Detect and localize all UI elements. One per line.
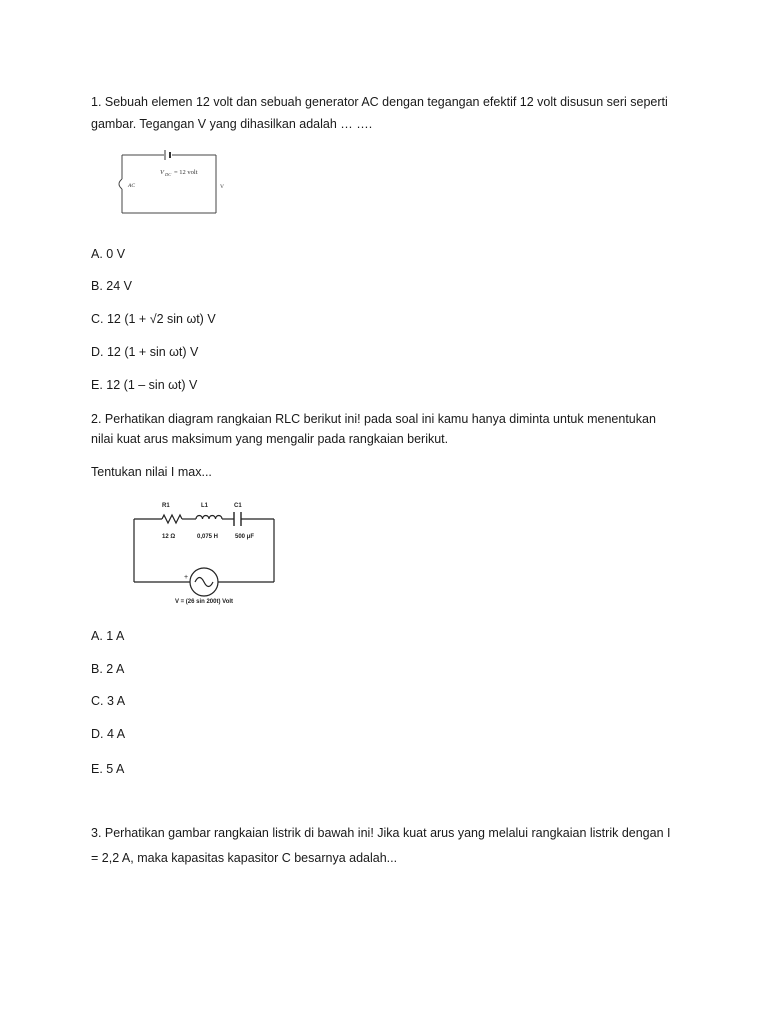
vdc-subscript: DC xyxy=(165,172,172,177)
question-2-prompt: Tentukan nilai I max... xyxy=(91,465,212,479)
l1-name: L1 xyxy=(201,503,209,509)
rlc-circuit-diagram xyxy=(128,497,280,609)
resistor-symbol xyxy=(162,515,182,523)
r1-name: R1 xyxy=(162,503,170,509)
c1-name: C1 xyxy=(234,503,242,509)
source-plus-sign: + xyxy=(184,574,189,581)
vdc-label: V xyxy=(160,169,164,176)
q1-option-c: C. 12 (1 + √2 sin ωt) V xyxy=(91,312,216,326)
v-label: V xyxy=(220,184,224,190)
q2-option-d: D. 4 A xyxy=(91,727,126,741)
q1-option-e: E. 12 (1 – sin ωt) V xyxy=(91,378,198,392)
q2-option-e: E. 5 A xyxy=(91,762,125,776)
inductor-symbol xyxy=(196,516,222,520)
question-1-text-line-2: gambar. Tegangan V yang dihasilkan adalah … …. xyxy=(91,117,373,131)
ac-source-symbol xyxy=(119,179,122,189)
q1-option-d: D. 12 (1 + sin ωt) V xyxy=(91,345,199,359)
vdc-value: = 12 volt xyxy=(174,169,198,176)
circuit-diagram-dc-ac-series xyxy=(116,149,228,217)
circuit-1-wires xyxy=(122,155,216,213)
source-equation: V = (26 sin 200t) Volt xyxy=(174,599,234,605)
question-1-text-line-1: 1. Sebuah elemen 12 volt dan sebuah generator AC dengan tegangan efektif 12 volt disusun seri seperti xyxy=(91,95,668,109)
question-2-text-line-1: 2. Perhatikan diagram rangkaian RLC berikut ini! pada soal ini kamu hanya diminta untuk menentukan xyxy=(91,412,656,426)
q1-option-b: B. 24 V xyxy=(91,279,132,293)
q1-option-a: A. 0 V xyxy=(91,247,126,261)
ac-label: AC xyxy=(128,183,136,189)
q2-option-b: B. 2 A xyxy=(91,662,125,676)
c1-value: 500 μF xyxy=(235,534,255,540)
r1-value: 12 Ω xyxy=(162,534,176,540)
q2-option-c: C. 3 A xyxy=(91,694,126,708)
question-2-text-line-2: nilai kuat arus maksimum yang mengalir pada rangkaian berikut. xyxy=(91,432,449,446)
question-3-text-line-2: = 2,2 A, maka kapasitas kapasitor C besarnya adalah... xyxy=(91,851,398,865)
battery-symbol xyxy=(165,150,170,160)
capacitor-symbol xyxy=(234,512,241,526)
l1-value: 0,075 H xyxy=(197,534,219,540)
q2-option-a: A. 1 A xyxy=(91,629,125,643)
question-3-text-line-1: 3. Perhatikan gambar rangkaian listrik di bawah ini! Jika kuat arus yang melalui rangkaian listrik dengan I xyxy=(91,826,671,840)
